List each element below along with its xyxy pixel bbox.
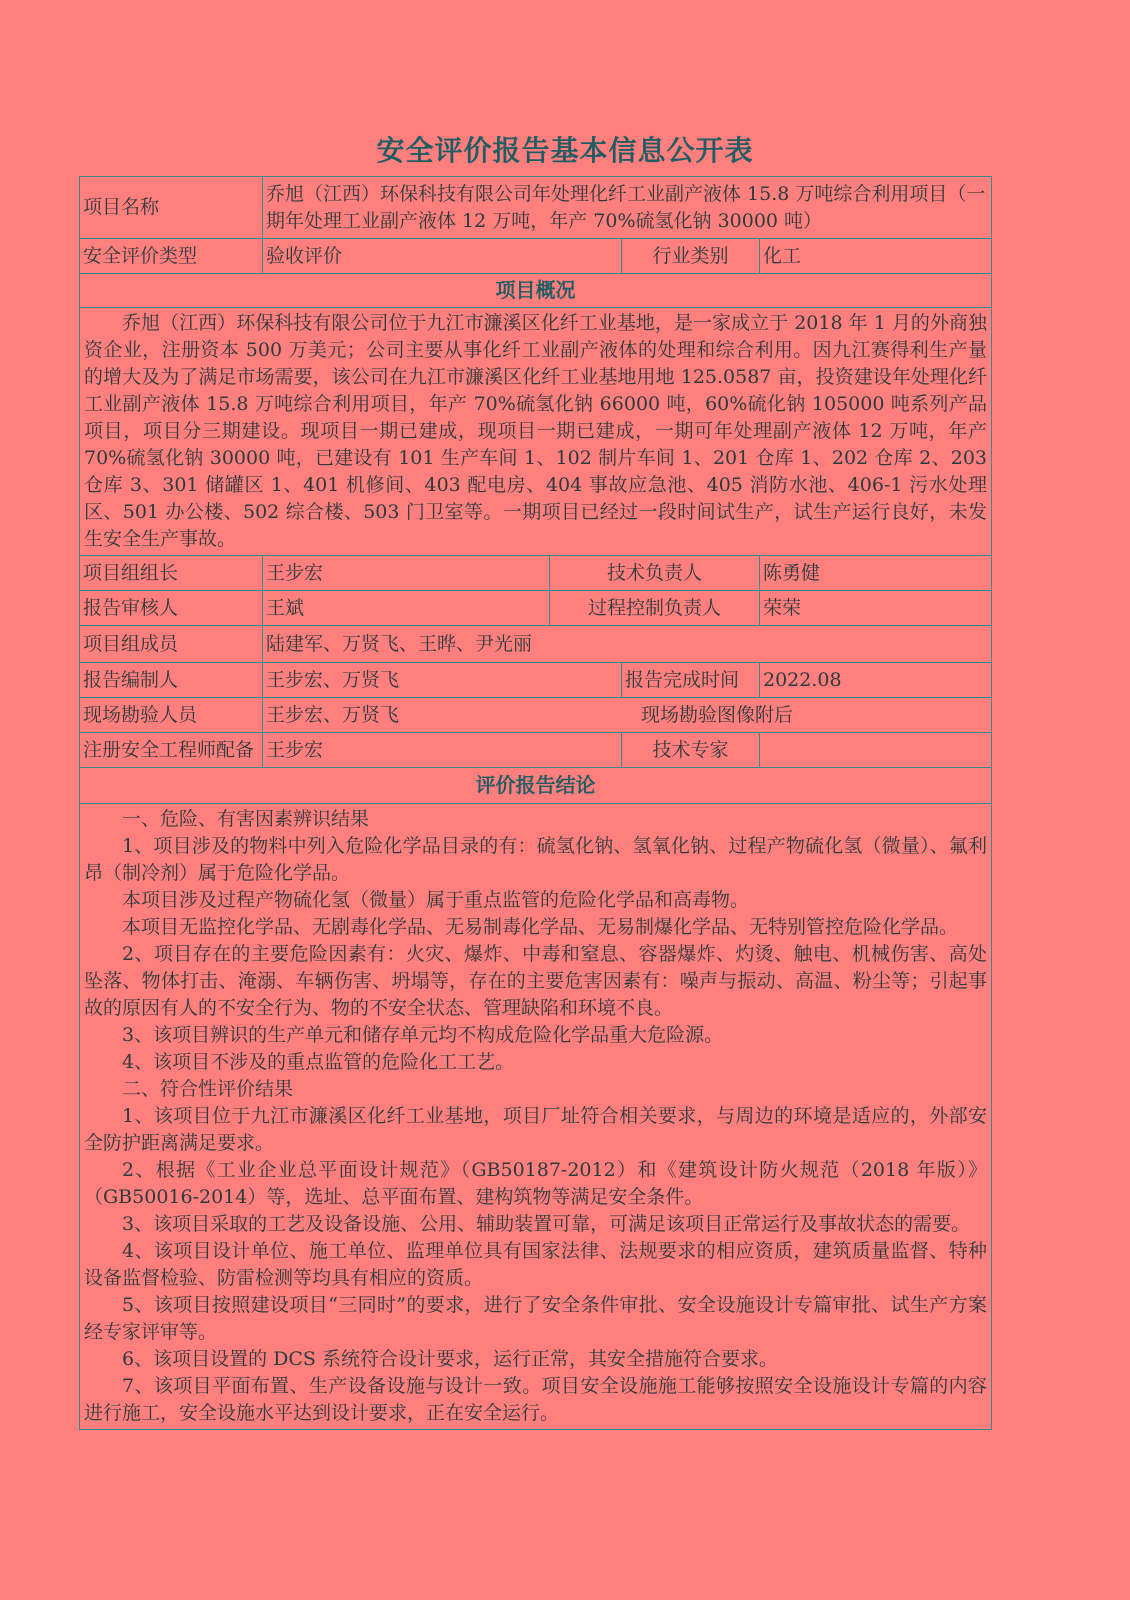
engineer-value: 王步宏 [263, 733, 622, 768]
conclusion-paragraph: 5、该项目按照建设项目“三同时”的要求，进行了安全条件审批、安全设施设计专篇审批、试生产方案经专家评审等。 [84, 1294, 988, 1343]
conclusion-paragraph: 7、该项目平面布置、生产设备设施与设计一致。项目安全设施施工能够按照安全设施设计专篇的内容进行施工，安全设施水平达到设计要求，正在安全运行。 [84, 1375, 988, 1424]
team-leader-value: 王步宏 [263, 556, 550, 591]
reviewer-value: 王斌 [263, 591, 550, 626]
eval-type-label: 安全评价类型 [80, 239, 263, 274]
tech-lead-value: 陈勇健 [760, 556, 992, 591]
row-site-staff [80, 698, 992, 733]
compiler-label: 报告编制人 [80, 663, 263, 698]
conclusion-paragraph: 1、项目涉及的物料中列入危险化学品目录的有：硫氢化钠、氢氧化钠、过程产物硫化氢（微量）、氟利昂（制冷剂）属于危险化学品。 [84, 835, 988, 884]
engineer-label: 注册安全工程师配备 [80, 733, 263, 768]
conclusion-paragraph: 2、项目存在的主要危险因素有：火灾、爆炸、中毒和窒息、容器爆炸、灼烫、触电、机械伤害、高处坠落、物体打击、淹溺、车辆伤害、坍塌等，存在的主要危害因素有：噪声与振动、高温、粉尘等；引起事故的原因有人的不安全行为、物的不安全状态、管理缺陷和环境不良。 [84, 943, 988, 1019]
process-lead-value: 荣荣 [760, 591, 992, 626]
project-name-label: 项目名称 [80, 177, 263, 239]
conclusion-cell [80, 804, 992, 1430]
row-project-name [80, 177, 992, 239]
row-eval-type [80, 239, 992, 274]
row-team-leader [80, 556, 992, 591]
tech-lead-label: 技术负责人 [550, 556, 760, 591]
industry-label: 行业类别 [622, 239, 760, 274]
members-label: 项目组成员 [80, 626, 263, 663]
conclusion-paragraph: 本项目无监控化学品、无剧毒化学品、无易制毒化学品、无易制爆化学品、无特别管控危险化学品。 [122, 916, 959, 938]
site-staff-note: 现场勘验图像附后 [641, 703, 794, 726]
site-staff-value: 王步宏、万贤飞 [266, 703, 400, 726]
completion-value: 2022.08 [760, 663, 992, 698]
conclusion-paragraph: 2、根据《工业企业总平面设计规范》（GB50187-2012）和《建筑设计防火规范（2018 年版）》（GB50016-2014）等，选址、总平面布置、建构筑物等满足安全条件。 [84, 1159, 988, 1208]
conclusion-paragraph: 4、该项目设计单位、施工单位、监理单位具有国家法律、法规要求的相应资质，建筑质量监督、特种设备监督检验、防雷检测等均具有相应的资质。 [84, 1240, 988, 1289]
conclusion-paragraph: 一、危险、有害因素辨识结果 [122, 808, 370, 830]
team-leader-label: 项目组组长 [80, 556, 263, 591]
conclusion-heading: 评价报告结论 [80, 768, 992, 804]
expert-value [760, 733, 992, 768]
row-conclusion-heading [80, 768, 992, 804]
info-table [79, 176, 992, 1430]
reviewer-label: 报告审核人 [80, 591, 263, 626]
members-value: 陆建军、万贤飞、王晔、尹光丽 [263, 626, 992, 663]
row-overview-text [80, 308, 992, 556]
overview-cell [80, 308, 992, 556]
page-title: 安全评价报告基本信息公开表 [376, 134, 754, 167]
conclusion-paragraph: 4、该项目不涉及的重点监管的危险化工工艺。 [122, 1051, 515, 1073]
row-reviewer [80, 591, 992, 626]
process-lead-label: 过程控制负责人 [550, 591, 760, 626]
industry-value: 化工 [760, 239, 992, 274]
completion-label: 报告完成时间 [622, 663, 760, 698]
conclusion-paragraph: 3、该项目辨识的生产单元和储存单元均不构成危险化学品重大危险源。 [122, 1024, 724, 1046]
conclusion-paragraph: 1、该项目位于九江市濂溪区化纤工业基地，项目厂址符合相关要求，与周边的环境是适应的，外部安全防护距离满足要求。 [84, 1105, 988, 1154]
overview-heading: 项目概况 [80, 274, 992, 308]
expert-label: 技术专家 [622, 733, 760, 768]
compiler-value: 王步宏、万贤飞 [263, 663, 622, 698]
row-engineer [80, 733, 992, 768]
conclusion-paragraph: 本项目涉及过程产物硫化氢（微量）属于重点监管的危险化学品和高毒物。 [122, 889, 750, 911]
row-compiler [80, 663, 992, 698]
row-overview-heading [80, 274, 992, 308]
site-staff-label: 现场勘验人员 [80, 698, 263, 733]
conclusion-paragraph: 二、符合性评价结果 [122, 1078, 294, 1100]
project-name-value: 乔旭（江西）环保科技有限公司年处理化纤工业副产液体 15.8 万吨综合利用项目（一期年处理工业副产液体 12 万吨，年产 70%硫氢化钠 30000 吨） [263, 177, 992, 239]
conclusion-paragraph: 6、该项目设置的 DCS 系统符合设计要求，运行正常，其安全措施符合要求。 [122, 1348, 778, 1370]
row-conclusion-text [80, 804, 992, 1430]
conclusion-paragraph: 3、该项目采取的工艺及设备设施、公用、辅助装置可靠，可满足该项目正常运行及事故状态的需要。 [122, 1213, 971, 1235]
row-members [80, 626, 992, 663]
site-staff-cell [263, 698, 992, 733]
overview-text: 乔旭（江西）环保科技有限公司位于九江市濂溪区化纤工业基地，是一家成立于 2018 年 1 月的外商独资企业，注册资本 500 万美元；公司主要从事化纤工业副产液体的处理和综合利用。因九江赛得利生产量的增大及为了满足市场需要，该公司在九江市濂溪区化纤工业基地用地 125.0587 亩，投资建设年处理化纤工业副产液体 15.8 万吨综合利用项目，年产 70%硫氢化钠 66000 吨，60%硫化钠 105000 吨系列产品项目，项目分三期建设。现项目一期已建成，现项目一期已建成，一期可年处理副产液体 12 万吨，年产 70%硫氢化钠 30000 吨，已建设有 101 生产车间 1、102 制片车间 1、201 仓库 1、202 仓库 2、203 仓库 3、301 储罐区 1、401 机修间、403 配电房、404 事故应急池、405 消防水池、406-1 污水处理区、501 办公楼、502 综合楼、503 门卫室等。一期项目已经过一段时间试生产，试生产运行良好，未发生安全生产事故。 [84, 312, 988, 550]
eval-type-value: 验收评价 [263, 239, 622, 274]
